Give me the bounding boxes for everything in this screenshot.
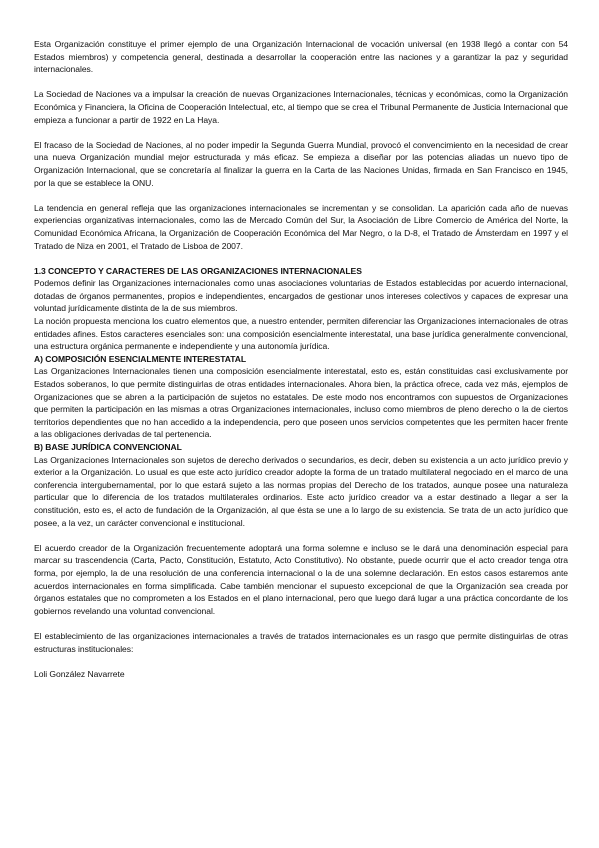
subheading-conventional-basis: B) BASE JURÍDICA CONVENCIONAL [34, 442, 182, 452]
paragraph-league-of-nations: Esta Organización constituye el primer ejemplo de una Organización Internacional de vocación universal (en 1938 llegó a contar con 54 Estados miembros) y competencia general, destinada a desarrollar la cooperación entre las naciones y a garantizar la paz y seguridad internacionales. [34, 39, 568, 75]
paragraph-establishment: El establecimiento de las organizaciones internacionales a través de tratados internacionales es un rasgo que permite distinguirlas de otras estructuras institucionales: [34, 630, 568, 654]
paragraph-failure-league: El fracaso de la Sociedad de Naciones, al no poder impedir la Segunda Guerra Mundial, provocó el convencimiento en la necesidad de crear una nueva Organización mundial mejor estructurada y más eficaz. Se empieza a diseñar por las potencias aliadas un nuevo tipo de Organización Internacional, que se concretaría al finalizar la guerra en la Carta de las Naciones Unidas, firmada en San Francisco en 1945, por la que se establece la ONU. [34, 139, 568, 188]
paragraph-definition: Podemos definir las Organizaciones internacionales como unas asociaciones voluntarias de Estados establecidas por acuerdo internacional, dotadas de órganos permanentes, propios e independientes, encargados de gestionar unos intereses colectivos y capaces de expresar una voluntad jurídicamente distinta de la de sus miembros. [34, 278, 568, 314]
paragraph-general-trend: La tendencia en general refleja que las organizaciones internacionales se incrementan y se consolidan. La aparición cada año de nuevas experiencias organizativas internacionales, como las de Mercado Común del Sur, la Asociación de Libre Comercio de América del Norte, la Comunidad Económica Africana, la Organización de Cooperación Económica del Mar Negro, o la D-8, el Tratado de Ámsterdam en 1997 y el Tratado de Niza en 2001, el Tratado de Lisboa de 2007. [34, 202, 568, 251]
subheading-interstate-composition: A) COMPOSICIÓN ESENCIALMENTE INTERESTATAL [34, 353, 247, 364]
document-page [34, 38, 568, 680]
author-name: Loli González Navarrete [34, 668, 125, 679]
paragraph-conventional-basis: Las Organizaciones Internacionales son sujetos de derecho derivados o secundarios, es decir, deben su existencia a un acto jurídico previo y exterior a la Organización. Lo usual es que este acto jurídico creador adopte la forma de un tratado multilateral negociado en el marco de una conferencia intergubernamental, por lo que estará sujeto a las normas propias del Derecho de los tratados, aunque posee una naturaleza particular que lo diferencia de los tratados multilaterales ordinarios. Este acto jurídico creador va a estar destinado a llegar a ser la constitución, esto es, el acto de fundación de la Organización, al que ésta se une a lo largo de su existencia. Se trata de un acto jurídico que posee, a la vez, un carácter convencional e institucional. [34, 454, 568, 528]
paragraph-four-elements: La noción propuesta menciona los cuatro elementos que, a nuestro entender, permiten diferenciar las Organizaciones internacionales de otras entidades afines. Estos caracteres esenciales son: una composición esencialmente interestatal, una base jurídica generalmente convencional, una estructura orgánica permanente e independiente y una autonomía jurídica. [34, 316, 568, 352]
paragraph-interstate-composition: Las Organizaciones Internacionales tienen una composición esencialmente interestatal, esto es, están constituidas casi exclusivamente por Estados soberanos, lo que permite distinguirlas de otras entidades internacionales. Ahora bien, la práctica ofrece, cada vez más, ejemplos de Organizaciones que se abren a la participación de sujetos no estatales. De este modo nos encontramos con supuestos de Organizaciones que permiten la participación en las mismas a otras Organizaciones internacionales, incluso como miembros de pleno derecho o la de ciertos territorios dependientes que no han accedido a la independencia, pero que poseen unos servicios competentes que les permiten hacer frente a las obligaciones derivadas de tal pertenencia. [34, 366, 568, 440]
section-heading: 1.3 CONCEPTO Y CARACTERES DE LAS ORGANIZACIONES INTERNACIONALES [34, 265, 362, 276]
paragraph-new-organizations: La Sociedad de Naciones va a impulsar la creación de nuevas Organizaciones Internacionales, técnicas y económicas, como la Organización Económica y Financiera, la Oficina de Cooperación Intelectual, etc, al tiempo que se crea el Tribunal Permanente de Justicia Internacional que empieza a funcionar a partir de 1922 en La Haya. [34, 89, 568, 125]
paragraph-founding-agreement: El acuerdo creador de la Organización frecuentemente adoptará una forma solemne e incluso se le dará una denominación especial para marcar su trascendencia (Carta, Pacto, Constitución, Estatuto, Acto Constitutivo). No obstante, puede ocurrir que el acto creador tenga otra forma, por ejemplo, la de una resolución de una conferencia internacional o la de una solemne declaración. En estos casos estaremos ante acuerdos internacionales en forma simplificada. Cabe también mencionar el supuesto excepcional de que la Organización sea creada por órganos estatales que no comprometen a los Estados en el plano internacional, pero que luego dará lugar a una práctica concordante de los gobiernos revelando una voluntad convencional. [34, 542, 568, 616]
